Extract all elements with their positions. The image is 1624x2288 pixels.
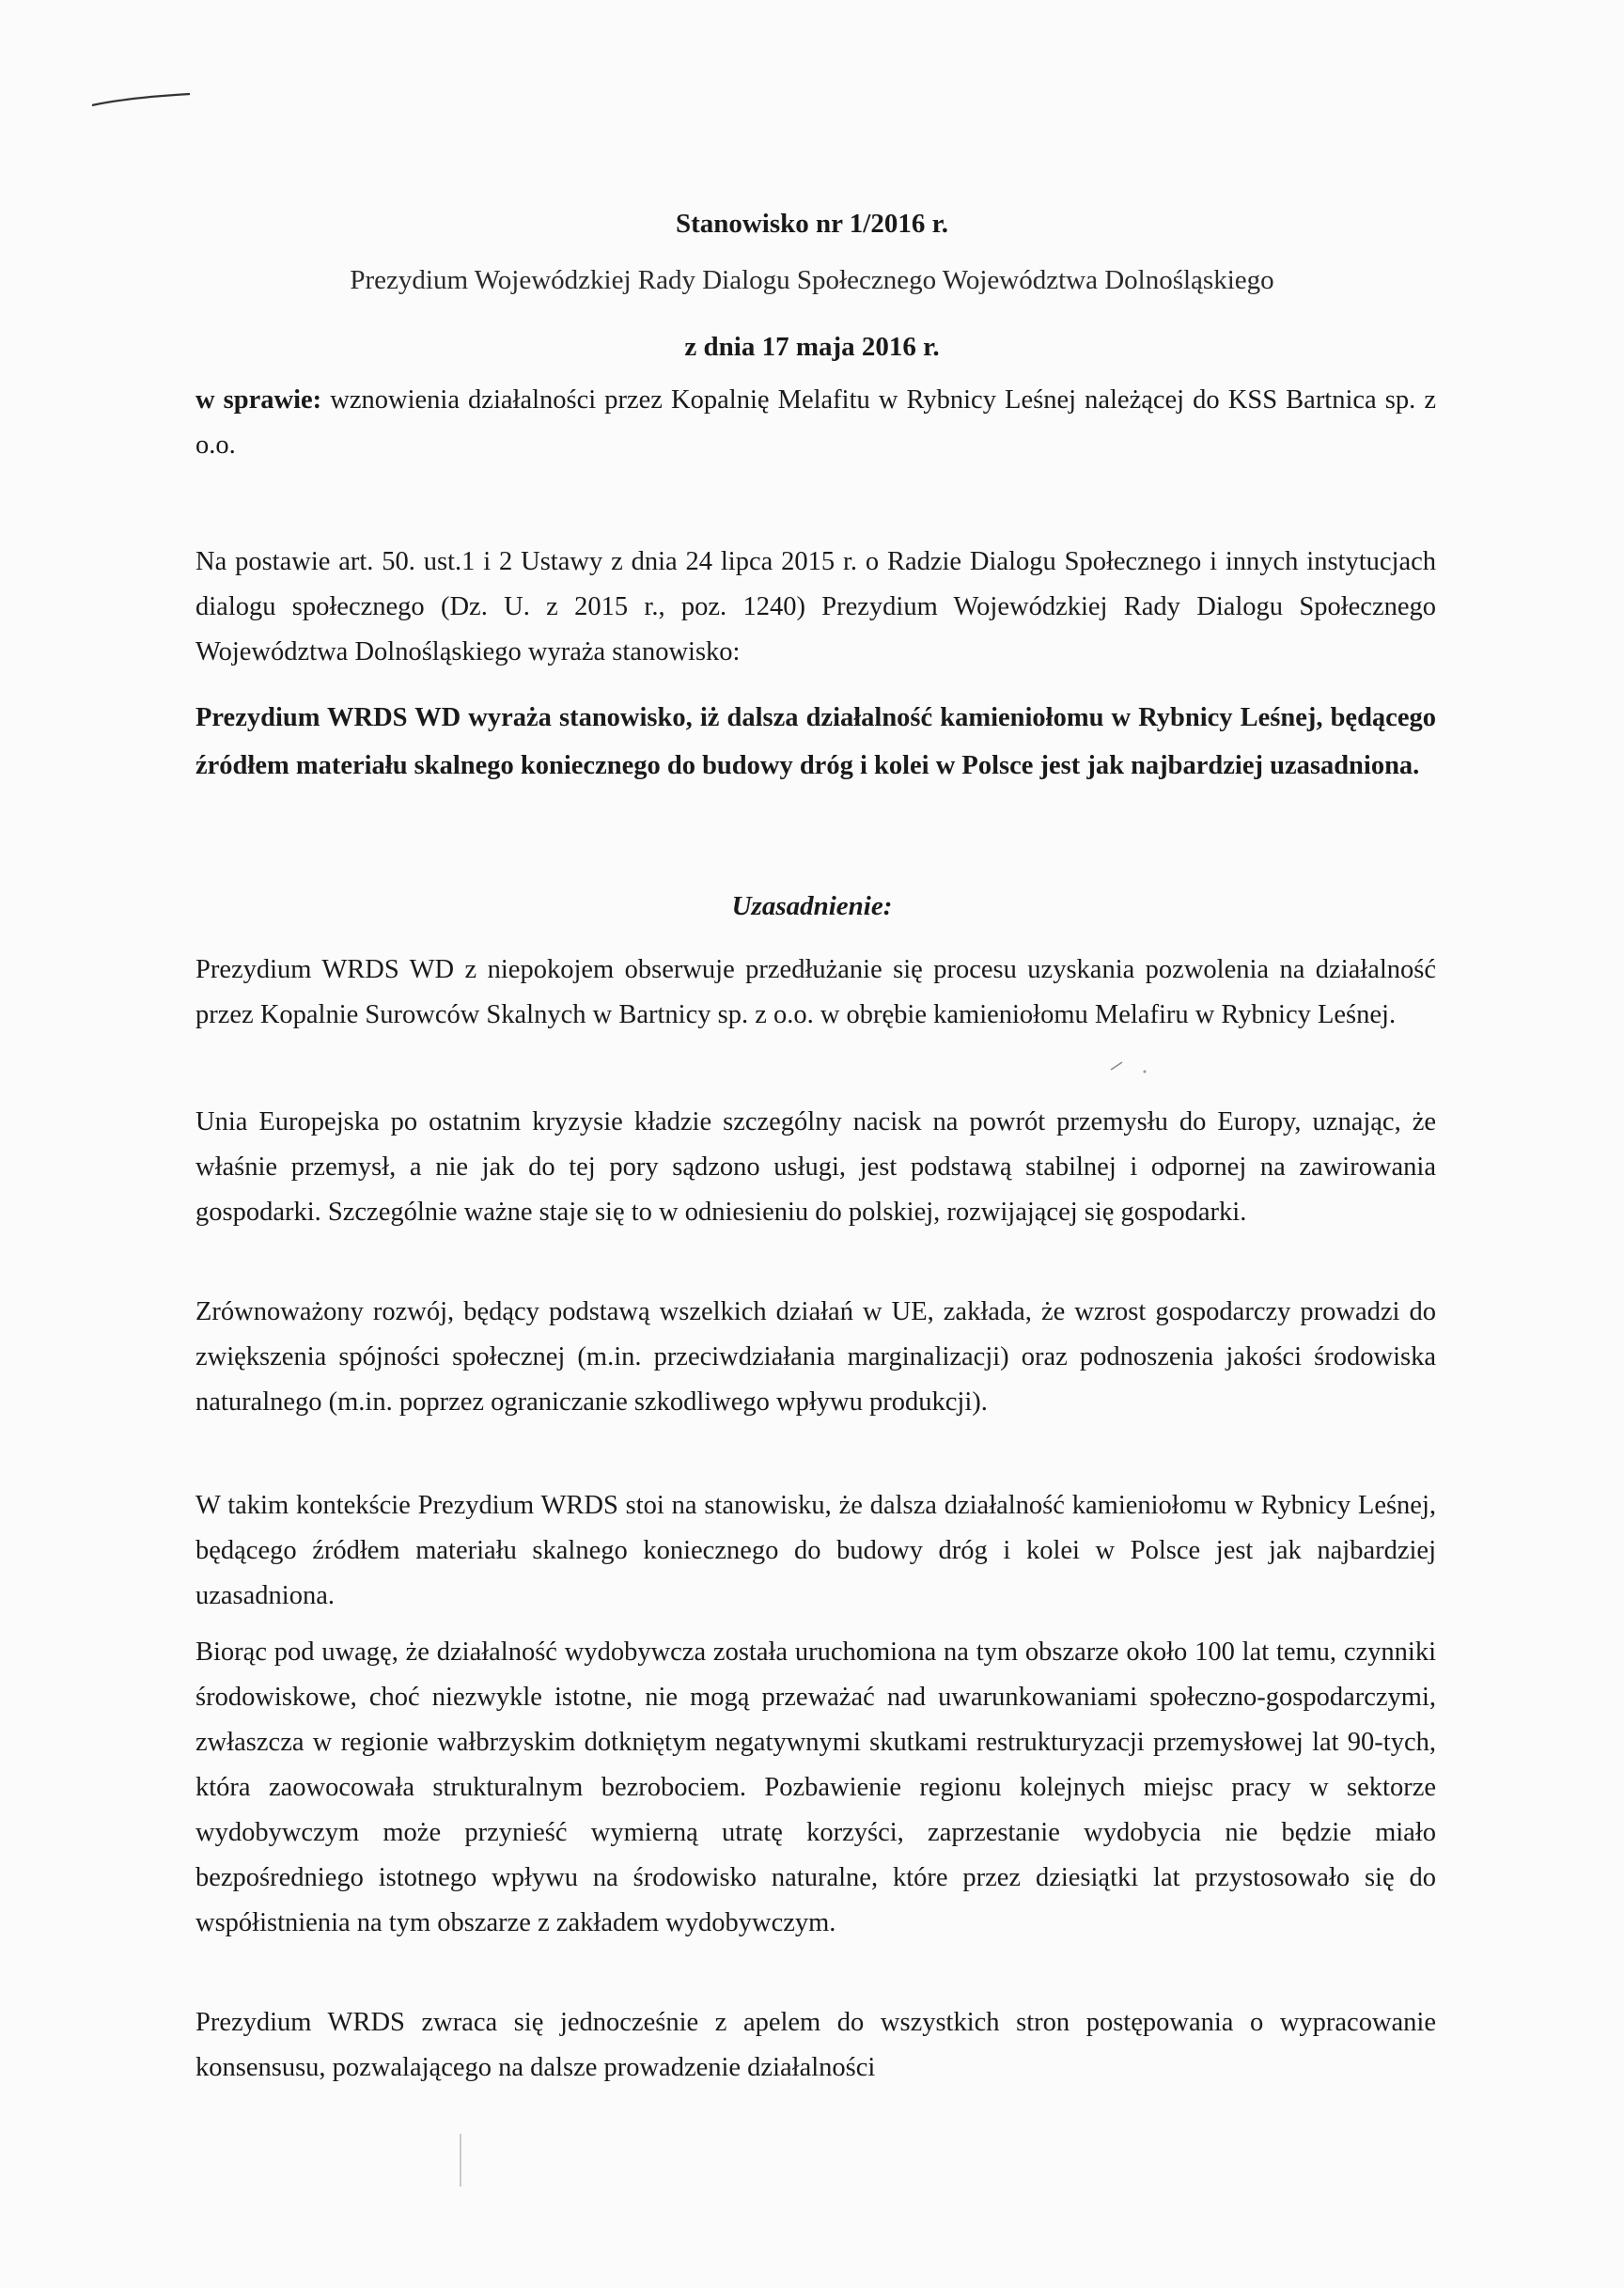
body-paragraph: Prezydium WRDS WD z niepokojem obserwuje przedłużanie się procesu uzyskania pozwolenia na działalność przez Kopalnie Surowców Skalnych w Bartnicy sp. z o.o. w obrębie kamieniołomu Melafiru w Rybnicy Leśnej. [195, 955, 1436, 1029]
body-paragraph: Biorąc pod uwagę, że działalność wydobywcza została uruchomiona na tym obszarze około 100 lat temu, czynniki środowiskowe, choć niezwykle istotne, nie mogą przeważać nad uwarunkowaniami społeczno-gospodarczymi, zwłaszcza w regionie wałbrzyskim dotkniętym negatywnymi skutkami restrukturyzacji przemysłowej lat 90-tych, która zaowocowała strukturalnym bezrobociem. Pozbawienie regionu kolejnych miejsc pracy w sektorze wydobywczym może przynieść wymierną utratę korzyści, zaprzestanie wydobycia nie będzie miało bezpośredniego istotnego wpływu na środowisko naturalne, które przez dziesiątki lat przystosowało się do współistnienia na tym obszarze z zakładem wydobywczym. [195, 1638, 1436, 1937]
document-title: Stanowisko nr 1/2016 r. [675, 209, 949, 239]
justification-heading: Uzasadnienie: [731, 891, 893, 921]
scan-speck [457, 2132, 464, 2188]
subject-paragraph [195, 378, 1436, 468]
subject-label: w sprawie: [195, 385, 322, 415]
document-issuer: Prezydium Wojewódzkiej Rady Dialogu Społecznego Województwa Dolnośląskiego [350, 265, 1274, 295]
body-paragraph: W takim kontekście Prezydium WRDS stoi na stanowisku, że dalsza działalność kamieniołomu w Rybnicy Leśnej, będącego źródłem materiału skalnego koniecznego do budowy dróg i kolei w Polsce jest jak najbardziej uzasadniona. [195, 1491, 1436, 1610]
body-paragraph: Prezydium WRDS zwraca się jednocześnie z apelem do wszystkich stron postępowania o wypracowanie konsensusu, pozwalającego na dalsze prowadzenie działalności [195, 2008, 1436, 2082]
scan-speck [1109, 1051, 1165, 1079]
position-statement: Prezydium WRDS WD wyraża stanowisko, iż dalsza działalność kamieniołomu w Rybnicy Leśnej, będącego źródłem materiału skalnego koniecznego do budowy dróg i kolei w Polsce jest jak najbardziej uzasadniona. [195, 703, 1436, 780]
body-paragraph: Unia Europejska po ostatnim kryzysie kładzie szczególny nacisk na powrót przemysłu do Europy, uznając, że właśnie przemysł, a nie jak do tej pory sądzono usługi, jest podstawą stabilnej i odpornej na zawirowania gospodarki. Szczególnie ważne staje się to w odniesieniu do polskiej, rozwijającej się gospodarki. [195, 1107, 1436, 1227]
document-date: z dnia 17 maja 2016 r. [684, 332, 940, 362]
intro-paragraph: Na postawie art. 50. ust.1 i 2 Ustawy z dnia 24 lipca 2015 r. o Radzie Dialogu Społecznego i innych instytucjach dialogu społecznego (Dz. U. z 2015 r., poz. 1240) Prezydium Wojewódzkiej Rady Dialogu Społecznego Województwa Dolnośląskiego wyraża stanowisko: [195, 547, 1436, 666]
subject-text: wznowienia działalności przez Kopalnię Melafitu w Rybnicy Leśnej należącej do KSS Bartnica sp. z o.o. [195, 385, 1436, 460]
body-paragraph: Zrównoważony rozwój, będący podstawą wszelkich działań w UE, zakłada, że wzrost gospodarczy prowadzi do zwiększenia spójności społecznej (m.in. przeciwdziałania marginalizacji) oraz podnoszenia jakości środowiska naturalnego (m.in. poprzez ograniczanie szkodliwego wpływu produkcji). [195, 1297, 1436, 1417]
scan-pen-mark [90, 92, 192, 107]
